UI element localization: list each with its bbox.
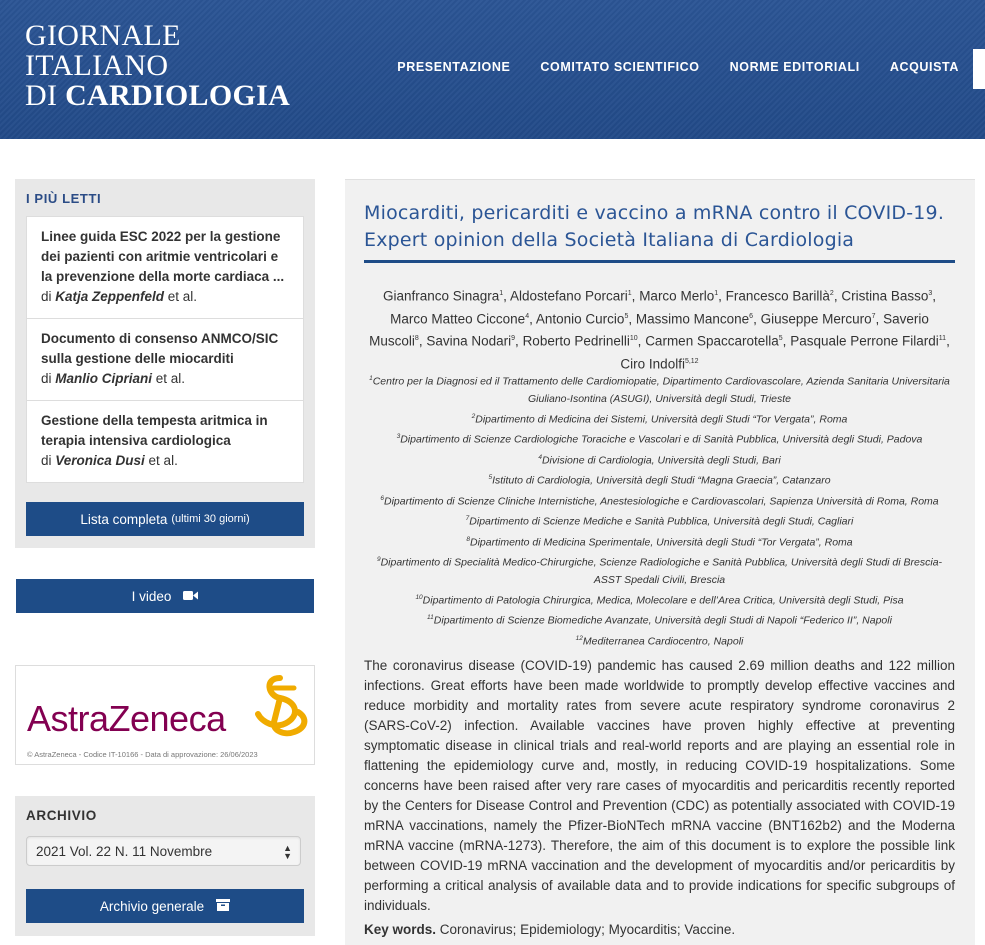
author-name: Saverio Muscoli — [369, 311, 929, 349]
byline-author: Veronica Dusi — [55, 453, 145, 468]
author-name: Carmen Spaccarotella — [645, 333, 779, 349]
ad-caption: © AstraZeneca - Codice IT-10166 - Data di approvazione: 26/06/2023 — [27, 750, 258, 759]
author-affiliation-ref: 10 — [629, 335, 638, 342]
author-affiliation-ref: 1 — [499, 290, 504, 297]
archive-general-button[interactable] — [26, 889, 304, 923]
affiliation-item — [364, 408, 955, 429]
list-item[interactable] — [27, 217, 303, 319]
most-read-panel — [15, 179, 315, 548]
author-name: Marco Matteo Ciccone — [390, 311, 526, 326]
affiliation-number: 3 — [396, 433, 401, 440]
byline-prefix: di — [41, 289, 56, 304]
author-affiliation-ref: 1 — [714, 290, 719, 297]
author-affiliation-ref: 8 — [414, 335, 419, 342]
astrazeneca-symbol-icon — [250, 674, 312, 744]
author-name: Aldostefano Porcari — [509, 288, 628, 304]
affiliation-number: 1 — [369, 375, 373, 382]
most-read-item-title[interactable]: Documento di consenso ANMCO/SIC sulla gestione delle miocarditi — [41, 331, 279, 366]
author-name: Marco Merlo — [639, 288, 715, 304]
archive-general-label: Archivio generale — [99, 898, 205, 914]
nav-acquista[interactable]: ACQUISTA — [889, 60, 959, 74]
affiliation-number: 9 — [376, 556, 381, 563]
affiliation-number: 5 — [488, 474, 493, 481]
logo-line-3 — [25, 81, 290, 111]
author-affiliation-ref: 5,12 — [684, 357, 699, 365]
author-name: Antonio Curcio — [535, 311, 625, 326]
nav-norme-editoriali[interactable]: NORME EDITORIALI — [729, 60, 860, 74]
byline-author: Manlio Cipriani — [55, 371, 153, 386]
byline-author: Katja Zeppenfeld — [55, 289, 165, 304]
author-name: Cristina Basso — [841, 288, 929, 304]
author-affiliation-ref: 5 — [624, 312, 629, 320]
astrazeneca-ad[interactable] — [15, 665, 315, 765]
affiliation-item — [364, 370, 955, 408]
author-affiliation-ref: 11 — [938, 335, 947, 342]
archive-title: ARCHIVIO — [26, 808, 97, 823]
author-list: Gianfranco Sinagra$^1$, Aldostefano Porcari$^1$, Marco Merlo$^1$, Francesco Barillà$^2$, Cristina Basso$^3$, Marco Matteo Ciccone$^4$, Antonio Curcio$^5$, Massimo Mancone$^6$, Giuseppe Mercuro$^7$, Saverio Muscoli$^8$, Savina Nodari$^9$, Roberto Pedrinelli$^{10}$, Carmen Spaccarotella$^5$, Pasquale Perrone Filardi$^{11}$, Ciro Indolfi$^{5,12}$ — [369, 288, 950, 371]
journal-logo[interactable] — [25, 21, 290, 111]
affiliation-text: Dipartimento di Patologia Chirurgica, Medica, Molecolare e dell’Area Critica, Università degli Studi, Pisa — [422, 594, 904, 606]
logo-line-3-prefix: DI — [25, 79, 66, 112]
most-read-item-byline — [41, 289, 197, 304]
site-header — [0, 0, 985, 139]
byline-prefix: di — [41, 453, 56, 468]
affiliation-item — [364, 589, 955, 610]
list-item[interactable] — [27, 319, 303, 401]
author-affiliation-ref: 3 — [928, 290, 933, 297]
affiliation-number: 7 — [465, 515, 470, 522]
archive-select-value: 2021 Vol. 22 N. 11 Novembre — [36, 844, 213, 859]
logo-line-1: GIORNALE — [25, 19, 181, 52]
article-panel — [345, 179, 975, 945]
author-affiliation-ref: 5 — [778, 335, 783, 342]
most-read-item-title[interactable]: Gestione della tempesta aritmica in terapia intensiva cardiologica — [41, 413, 268, 448]
nav-presentazione[interactable]: PRESENTAZIONE — [397, 60, 511, 74]
author-affiliation-ref: 2 — [829, 290, 834, 297]
author-affiliation-ref: 7 — [871, 312, 876, 320]
affiliation-text: Dipartimento di Medicina dei Sistemi, Università degli Studi “Tor Vergata”, Roma — [475, 413, 848, 425]
archive-panel — [15, 796, 315, 936]
archive-select[interactable] — [26, 836, 301, 866]
select-arrows-icon: ▲ ▼ — [283, 843, 292, 861]
affiliation-item — [364, 551, 955, 589]
abstract-text: The coronavirus disease (COVID-19) pandemic has caused 2.69 million deaths and 122 million infections. Great efforts have been made worldwide to promptly develop effective vaccines and reduce morbidity and mortality rates from severe acute respiratory syndrome coronavirus 2 (SARS-CoV-2) infection. Available vaccines have proven highly effective at preventing symptomatic disease in clinical trials and real-world reports and are playing an essential role in flattening the epidemiology curve and, mostly, in reducing COVID-19 hospitalizations. Some concerns have been raised after very rare cases of myocarditis and pericarditis recently reported by the Centers for Disease Control and Prevention (CDC) as potentially associated with COVID-19 mRNA vaccinations, namely the Pfizer-BioNTech mRNA vaccine (BNT162b2) and the Moderna mRNA vaccine (mRNA-1273). Therefore, the aim of this document is to explore the possible link between COVID-19 mRNA vaccination and the development of myocarditis and/or pericarditis by performing a critical analysis of available data and to provide indications for specific subgroups of individuals. — [364, 658, 955, 913]
affiliation-text: Dipartimento di Medicina Sperimentale, Università degli Studi “Tor Vergata”, Roma — [469, 536, 853, 548]
affiliation-text: Dipartimento di Scienze Mediche e Sanità Pubblica, Università degli Studi, Cagliari — [469, 515, 854, 528]
affiliation-number: 2 — [471, 412, 476, 420]
author-affiliation-ref: 1 — [627, 290, 632, 297]
list-item[interactable] — [27, 401, 303, 482]
logo-line-2: ITALIANO — [25, 49, 169, 82]
affiliation-text: Dipartimento di Scienze Biomediche Avanzate, Università degli Studi di Napoli “Federico II”, Napoli — [433, 614, 892, 627]
author-name: Gianfranco Sinagra — [382, 288, 500, 304]
affiliation-number: 11 — [427, 614, 434, 621]
byline-prefix: di — [41, 371, 56, 386]
main-nav — [397, 60, 959, 74]
most-read-title: I PIÙ LETTI — [26, 191, 102, 206]
affiliation-item — [364, 449, 955, 470]
full-list-sublabel: (ultimi 30 giorni) — [171, 513, 250, 525]
affiliation-item — [364, 469, 955, 490]
archive-box-icon — [216, 899, 230, 914]
most-read-item-byline — [41, 371, 185, 386]
most-read-list — [26, 216, 304, 483]
affiliation-text: Dipartimento di Scienze Cliniche Internistiche, Anestesiologiche e Cardiovascolari, Sapienza Università di Roma, Roma — [384, 495, 939, 507]
most-read-item-title[interactable]: Linee guida ESC 2022 per la gestione dei pazienti con aritmie ventricolari e la prevenzione della morte cardiaca ... — [41, 229, 285, 284]
affiliation-item — [364, 531, 955, 552]
author-name: Massimo Mancone — [635, 311, 750, 326]
author-name: Pasquale Perrone Filardi — [790, 333, 939, 349]
affiliation-item — [364, 609, 955, 630]
author-name: Francesco Barillà — [725, 288, 830, 304]
affiliation-number: 12 — [575, 634, 583, 642]
logo-line-3-main: CARDIOLOGIA — [65, 79, 291, 112]
affiliation-number: 10 — [415, 593, 423, 601]
byline-etal: et al. — [144, 453, 178, 468]
video-label: I video — [131, 588, 172, 604]
affiliation-number: 8 — [466, 535, 470, 543]
affiliation-text: Centro per la Diagnosi ed il Trattamento delle Cardiomiopatie, Dipartimento Cardiovascolare, Azienda Sanitaria Universitaria Giuliano-Isontina (ASUGI), Università degli Studi, Trieste — [372, 375, 950, 405]
affiliation-item — [364, 490, 955, 511]
affiliation-list — [364, 370, 955, 650]
video-camera-icon — [183, 589, 198, 604]
ad-brand-logo: AstraZeneca — [27, 698, 226, 739]
author-affiliation-ref: 4 — [525, 312, 530, 320]
byline-etal: et al. — [164, 289, 198, 304]
byline-etal: et al. — [152, 371, 186, 386]
affiliation-number: 4 — [538, 453, 542, 461]
full-list-button[interactable] — [26, 502, 304, 536]
author-name: Ciro Indolfi — [620, 356, 685, 371]
affiliation-item — [364, 630, 955, 651]
affiliation-item — [364, 510, 955, 531]
affiliation-number: 6 — [380, 494, 384, 502]
search-toggle-edge[interactable] — [973, 49, 985, 89]
article-title: Miocarditi, pericarditi e vaccino a mRNA contro il COVID-19. Expert opinion della Società Italiana di Cardiologia — [364, 202, 945, 251]
affiliation-text: Dipartimento di Scienze Cardiologiche Toraciche e Vascolari e di Sanità Pubblica, Università degli Studi, Padova — [400, 433, 923, 446]
most-read-item-byline — [41, 453, 178, 468]
video-button[interactable] — [16, 579, 314, 613]
author-affiliation-ref: 6 — [749, 312, 754, 320]
full-list-label: Lista completa — [80, 511, 168, 527]
affiliation-text: Dipartimento di Specialità Medico-Chirurgiche, Scienze Radiologiche e Sanità Pubblica, Università degli Studi di Brescia-ASST Spedali Civili, Brescia — [380, 556, 943, 586]
keywords-line — [364, 920, 955, 940]
keywords-value: Coronavirus; Epidemiology; Myocarditis; Vaccine. — [439, 922, 736, 937]
affiliation-text: Mediterranea Cardiocentro, Napoli — [582, 635, 744, 647]
author-name: Giuseppe Mercuro — [760, 311, 872, 326]
affiliation-text: Istituto di Cardiologia, Università degli Studi “Magna Graecia”, Catanzaro — [492, 474, 831, 487]
author-name: Roberto Pedrinelli — [522, 333, 630, 349]
title-divider — [364, 260, 955, 263]
affiliation-text: Divisione di Cardiologia, Università degli Studi, Bari — [541, 454, 781, 466]
keywords-label: Key words. — [364, 922, 437, 937]
nav-comitato-scientifico[interactable]: COMITATO SCIENTIFICO — [540, 60, 700, 74]
author-affiliation-ref: 9 — [511, 335, 516, 342]
author-name: Savina Nodari — [426, 333, 512, 349]
affiliation-item — [364, 428, 955, 449]
